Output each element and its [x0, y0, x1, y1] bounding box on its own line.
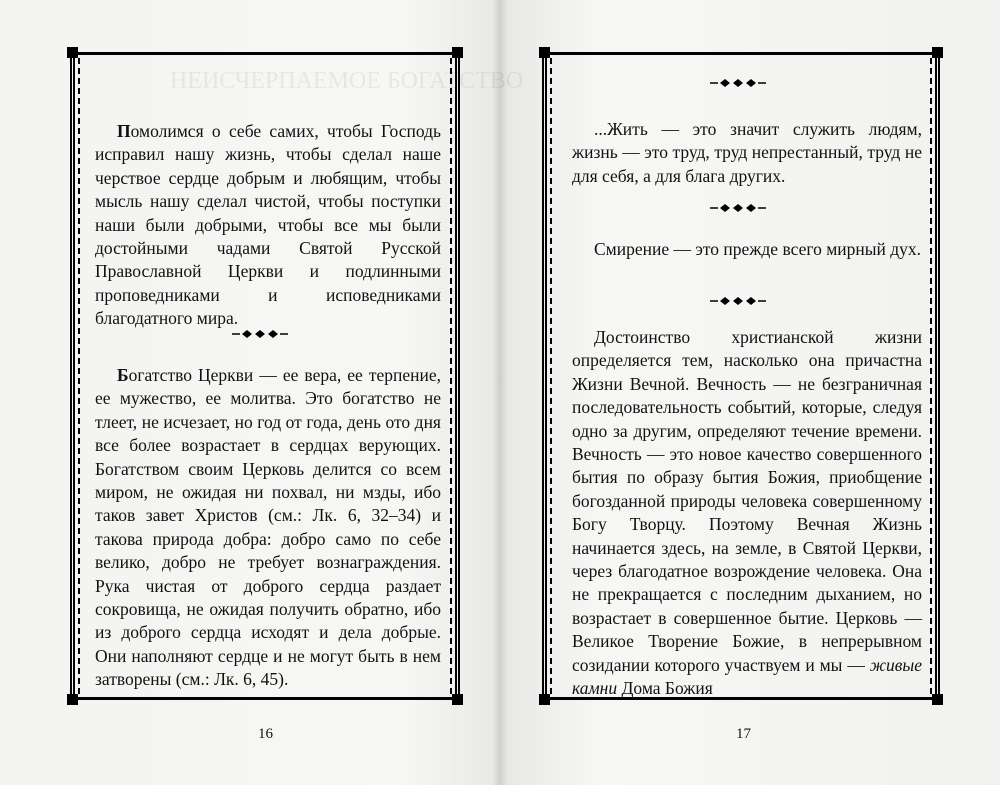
bleed-through-heading: НЕИСЧЕРПАЕМОЕ БОГАТСТВО — [170, 70, 524, 93]
corner-square-icon — [452, 694, 463, 705]
paragraph-text-end: Дома Божия — [617, 678, 713, 699]
corner-square-icon — [452, 47, 463, 58]
paragraph-text: огатство Церкви — ее вера, ее терпение, ее мужество, ее молитва. Это богатство не тлеет, не исчезает, но год от года, день ото дня все более возрастает в сердцах верующих. Богатством своим Церковь делится со всем миром, не ожидая ни похвал, ни мзды, ибо таков завет Христов (см.: Лк. 6, 32–34) и такова природа добра: добро само по себе велико, добро не требует вознаграждения. Рука чистая от доброго сердца раздает сокровища, не ожидая получить обратно, ибо из доброго сердца исходят и дела добрые. Они наполняют сердце и не могут быть в нем затворены (см.: Лк. 6, 45). — [95, 365, 441, 690]
corner-square-icon — [67, 694, 78, 705]
corner-square-icon — [67, 47, 78, 58]
paragraph-text: омолимся о себе самих, чтобы Господь исправил нашу жизнь, чтобы сделал наше черствое сердце добрым и любящим, чтобы мысль нашу сделал чистой, чтобы поступки наши были добрыми, чтобы все мы были достойными чадами Святой Русской Православной Церкви и подлинными проповедниками и исповедниками благодатного мира. — [95, 121, 441, 329]
ornament-divider-icon — [708, 296, 768, 306]
paragraph-dignity-of-life — [572, 326, 922, 701]
italic-phrase: живые камни — [572, 654, 922, 699]
page-number: 17 — [736, 726, 751, 742]
ornament-divider-icon — [708, 203, 768, 213]
ornament-divider-icon — [230, 329, 290, 339]
paragraph-wealth-of-church — [95, 364, 441, 692]
paragraph-text: Смирение — это прежде всего мирный дух. — [594, 239, 922, 259]
corner-square-icon — [932, 47, 943, 58]
right-page — [500, 0, 1000, 785]
paragraph-lead-letter: П — [117, 121, 131, 141]
corner-square-icon — [932, 694, 943, 705]
paragraph-to-live — [572, 118, 922, 188]
paragraph-humility — [572, 238, 922, 261]
paragraph-text: Достоинство христианской жизни определяется тем, насколько она причастна Жизни Вечной. Вечность — не безграничная последовательность событий, которые, следуя одно за другим, определяют течение времени. Вечность — это новое качество совершенного бытия по образу бытия Божия, приобщение богозданной природы человека совершенному Богу Творцу. Поэтому Вечная Жизнь начинается здесь, на земле, в Святой Церкви, через благодатное возрождение человека. Она не прекращается с последним дыханием, но возрастает в совершенное бытие. Церковь — Великое Творение Божие, в непрерывном созидании которого участвуем и мы — — [572, 327, 922, 675]
paragraph-prayer — [95, 120, 441, 331]
paragraph-text: ...Жить — это значит служить людям, жизнь — это труд, труд непрестанный, труд не для себя, а для блага других. — [572, 119, 922, 186]
ornament-divider-icon — [708, 78, 768, 88]
paragraph-lead-letter: Б — [117, 365, 129, 385]
page-number: 16 — [258, 726, 273, 742]
corner-square-icon — [539, 47, 550, 58]
corner-square-icon — [539, 694, 550, 705]
